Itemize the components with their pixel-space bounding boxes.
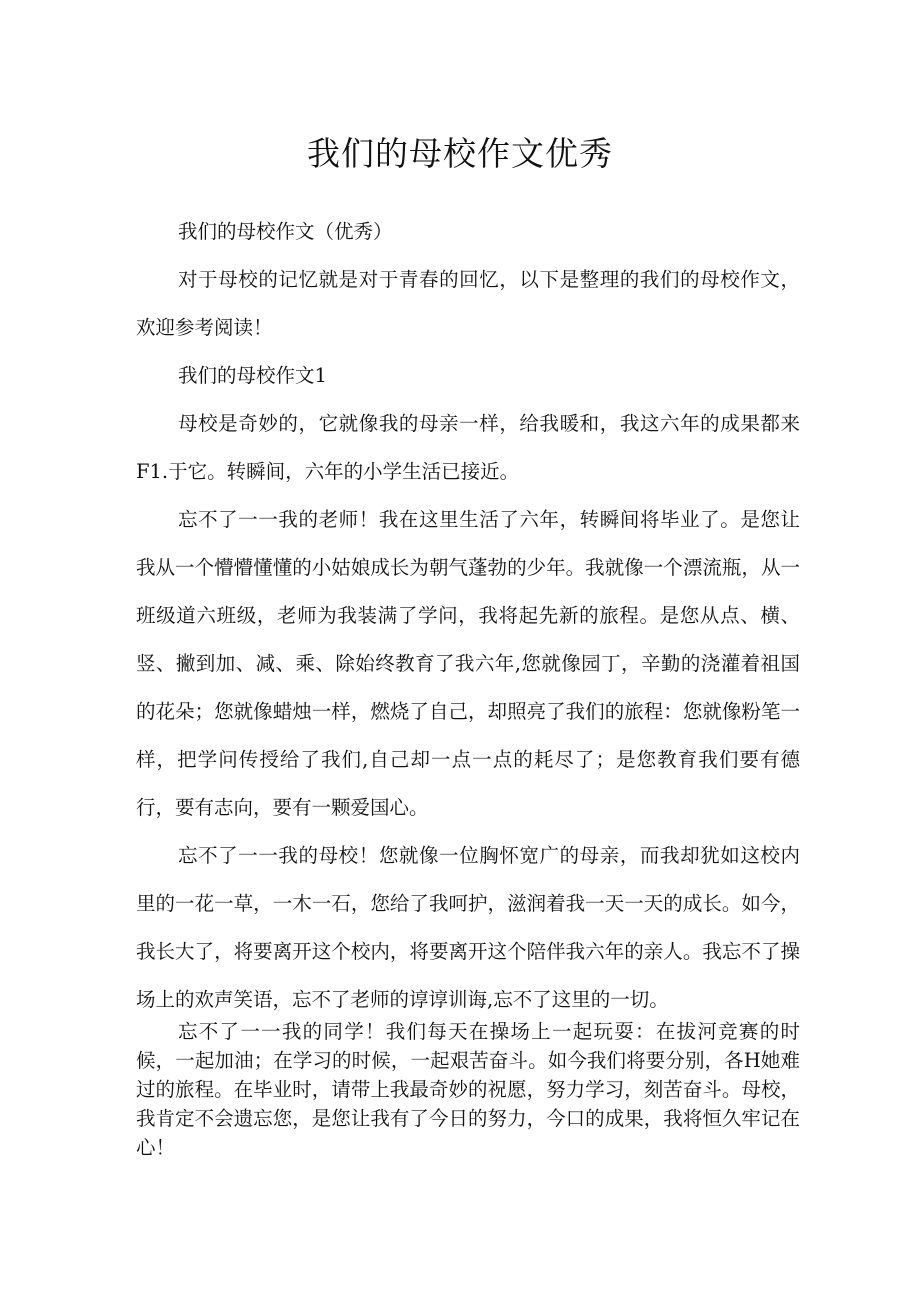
body-paragraph: 忘不了一一我的母校！您就像一位胸怀宽广的母亲，而我却犹如这校内里的一花一草，一木一石，您给了我呵护，滋润着我一天一天的成长。如今，我长大了，将要离开这个校内，将要离开这个陪伴我六年的亲人。我忘不了操场上的欢声笑语，忘不了老师的谆谆训诲,忘不了这里的一切。 [136,844,800,1011]
document-title: 我们的母校作文优秀 [307,134,613,173]
body-paragraph: 母校是奇妙的，它就像我的母亲一样，给我暖和，我这六年的成果都来F1.于它。转瞬间，六年的小学生活已接近。 [136,412,800,483]
intro-paragraph: 对于母校的记忆就是对于青春的回忆，以下是整理的我们的母校作文，欢迎参考阅读！ [136,268,800,339]
subtitle-paragraph: 我们的母校作文（优秀） [178,220,393,243]
body-paragraph: 忘不了一一我的同学！我们每天在操场上一起玩耍：在拔河竞赛的时候，一起加油；在学习的时候，一起艰苦奋斗。如今我们将要分别，各H她难过的旅程。在毕业时，请带上我最奇妙的祝愿，努力学习，刻苦奋斗。母校，我肯定不会遗忘您，是您让我有了今日的努力，今口的成果，我将恒久牢记在心！ [136,1020,800,1159]
essay-heading: 我们的母校作文1 [178,364,327,387]
body-paragraph: 忘不了一一我的老师！我在这里生活了六年，转瞬间将毕业了。是您让我从一个懵懵懂懂的小姑娘成长为朝气蓬勃的少年。我就像一个漂流瓶，从一班级道六班级，老师为我装满了学问，我将起先新的旅程。是您从点、横、竖、撇到加、减、乘、除始终教育了我六年,您就像园丁，辛勤的浇灌着祖国的花朵；您就像蜡烛一样，燃烧了自己，却照亮了我们的旅程：您就像粉笔一样，把学问传授给了我们,自己却一点一点的耗尽了；是您教育我们要有德行，要有志向，要有一颗爱国心。 [136,508,800,819]
